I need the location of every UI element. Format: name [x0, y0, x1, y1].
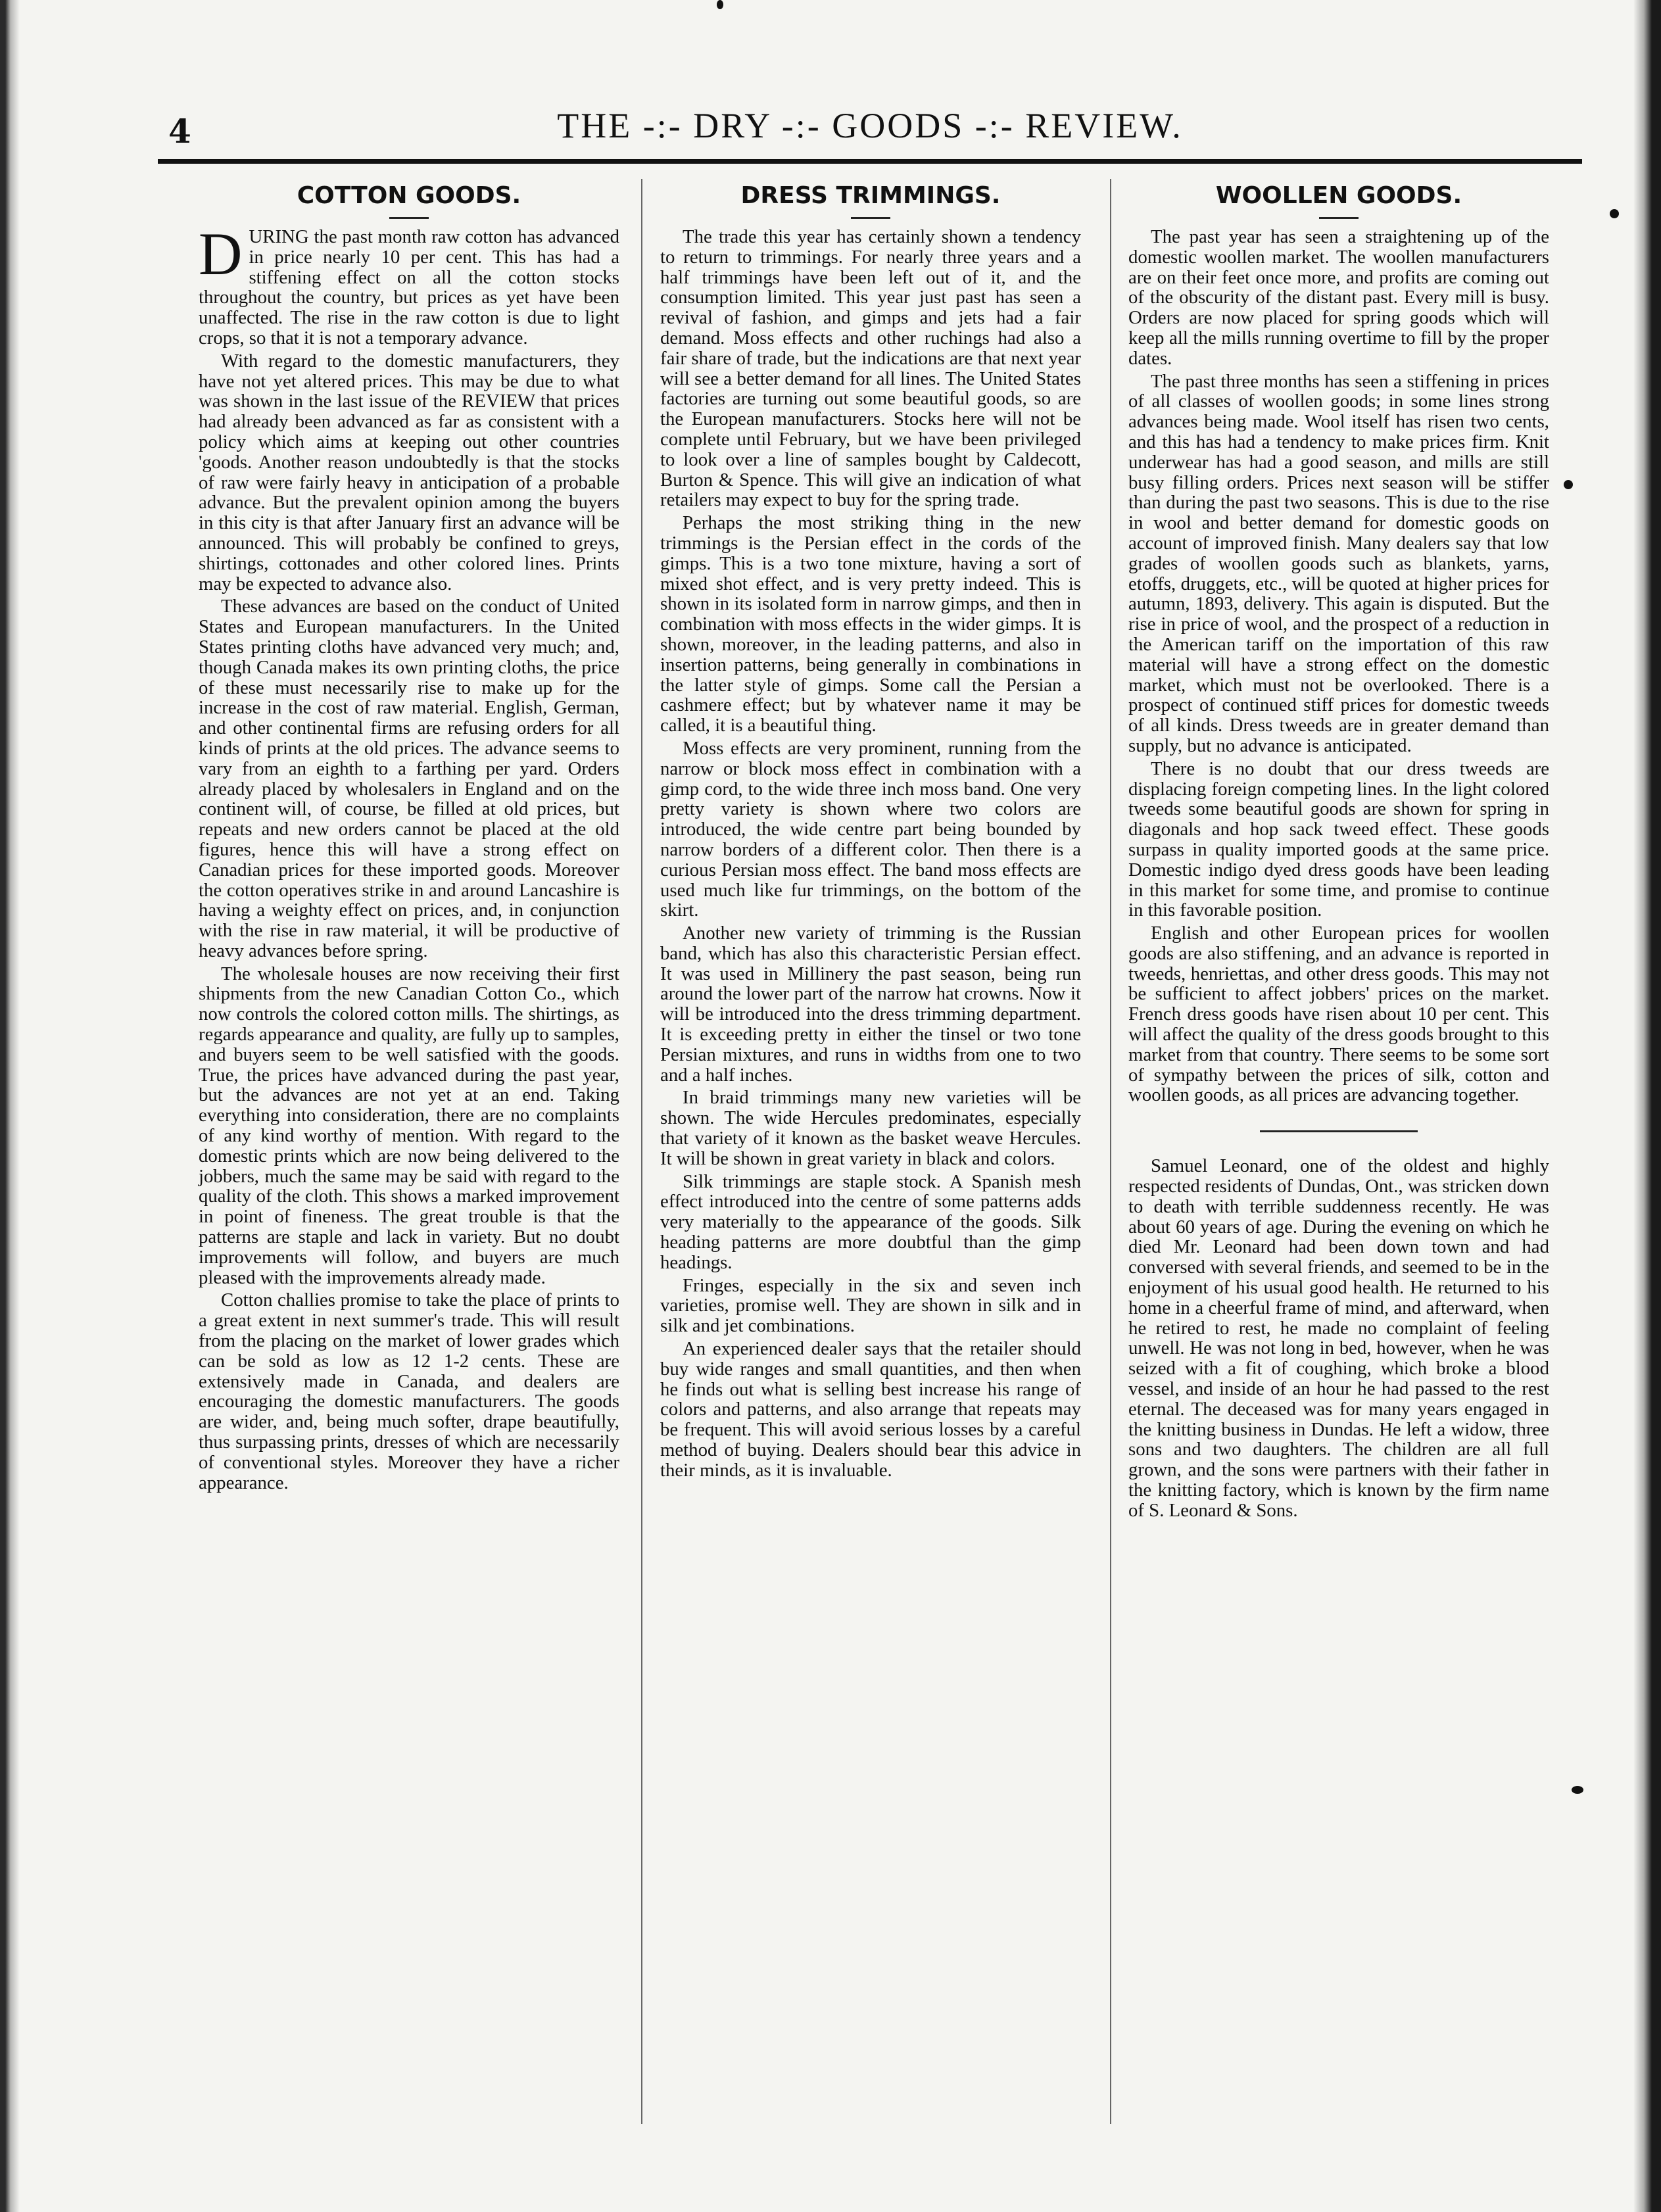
article-paragraph: The past year has seen a straightening up of the domestic woollen market. The woollen manufacturers are on their feet once more, and profits are coming out of the obscurity of the distant past. Every mill is busy. Orders are now placed for spring goods which will keep all the mills running overtime to fill by the proper dates. [1128, 226, 1549, 369]
article-woollen-goods [1128, 179, 1549, 1524]
article-heading: WOOLLEN GOODS. [1215, 182, 1462, 209]
article-paragraph: English and other European prices for woollen goods are also stiffening, and an advance is reported in tweeds, henriettas, and other dress goods. This may not be sufficient to affect jobbers' prices on the market. French dress goods have risen about 10 per cent. This will affect the quality of the dress goods brought to this market from that country. There seems to be some sort of sympathy between the prices of silk, cotton and woollen goods, as all prices are advancing together. [1128, 923, 1549, 1106]
article-paragraph: These advances are based on the conduct of United States and European manufacturers. In the United States printing cloths have advanced very much; and, though Canada makes its own printing cloths, the price of these must necessarily rise to make up for the increase in the cost of raw material. English, German, and other continental firms are refusing orders for all kinds of prints at the old prices. The advance seems to vary from an eighth to a farthing per yard. Orders already placed by wholesalers in England and on the continent will, of course, be filled at old prices, but repeats and new orders cannot be placed at the old figures, hence this will have a strong effect on Canadian prices for these imported goods. Moreover the cotton operatives strike in and around Lancashire is having a weighty effect on prices, and, in conjunction with the rise in raw material, it will be productive of heavy advances before spring. [199, 596, 619, 961]
scan-speck [1564, 480, 1573, 489]
scan-speck [717, 0, 723, 9]
column-divider [1110, 179, 1111, 2124]
article-paragraph [199, 220, 619, 349]
scan-speck [1572, 1786, 1583, 1794]
article-heading: DRESS TRIMMINGS. [740, 182, 1001, 209]
article-heading: COTTON GOODS. [297, 182, 521, 209]
heading-rule [1319, 217, 1359, 219]
article-paragraph: The past three months has seen a stiffening in prices of all classes of woollen goods; in some lines strong advances being made. Wool itself has risen two cents, and this has had a tendency to make prices firm. Knit underwear has had a good season, and mills are still busy filling orders. Prices next season will be stiffer than during the past two seasons. This is due to the rise in wool and better demand for domestic goods on account of improved finish. Many dealers say that low grades of woollen goods such as blankets, yarns, etoffs, druggets, etc., will be quoted at higher prices for autumn, 1893, delivery. This again is disputed. But the rise in price of wool, and the prospect of a reduction in the American tariff on the importation of this raw material will have a strong effect on the domestic market, which must not be overlooked. There is a prospect of continued stiff prices for domestic tweeds of all kinds. Dress tweeds are in greater demand than supply, but no advance is anticipated. [1128, 370, 1549, 756]
header-rule [158, 159, 1582, 164]
scan-left-edge [0, 0, 20, 2212]
article-paragraph: An experienced dealer says that the retailer should buy wide ranges and small quantities, and then when he finds out what is selling best increase his range of colors and patterns, and also arrange that repeats may be frequent. This will avoid serious losses by a careful method of buying. Dealers should bear this advice in their minds, as it is invaluable. [660, 1338, 1081, 1481]
article-cotton-goods [199, 179, 619, 1495]
article-paragraph: Another new variety of trimming is the Russian band, which has also this characteristic Persian effect. It was used in Millinery the past season, being run around the lower part of the narrow hat crowns. Now it will be introduced into the dress trimming department. It is exceeding pretty in either the tinsel or two tone Persian mixtures, and runs in widths from one to two and a half inches. [660, 923, 1081, 1086]
page-number: 4 [168, 112, 191, 151]
article-paragraph: There is no doubt that our dress tweeds are displacing foreign competing lines. In the light colored tweeds some beautiful goods are shown for spring in diagonals and hop sack tweed effect. These goods surpass in quality imported goods at the same price. Domestic indigo dyed dress goods have been leading in this market for some time, and promise to continue in this favorable position. [1128, 757, 1549, 921]
article-paragraph: Fringes, especially in the six and seven inch varieties, promise well. They are shown in silk and in silk and jet combinations. [660, 1274, 1081, 1337]
article-paragraph: In braid trimmings many new varieties will be shown. The wide Hercules predominates, especially that variety of it known as the basket weave Hercules. It will be shown in great variety in black and colors. [660, 1087, 1081, 1169]
article-paragraph: Cotton challies promise to take the place of prints to a great extent in next summer's trade. This will result from the placing on the market of lower grades which can be sold as low as 12 1-2 cents. These are extensively made in Canada, and dealers are encouraging the domestic manufacturers. The goods are wider, and, being much softer, drape beautifully, thus surpassing prints, dresses of which are necessarily of conventional styles. Moreover they have a richer appearance. [199, 1289, 619, 1493]
article-paragraph: The wholesale houses are now receiving their first shipments from the new Canadian Cotton Co., which now controls the colored cotton mills. The shirtings, as regards appearance and quality, are fully up to samples, and buyers seem to be well satisfied with the goods. True, the prices have advanced during the past year, but the advances are not yet at an end. Taking everything into consideration, there are no complaints of any kind worthy of mention. With regard to the domestic prints which are now being delivered to the jobbers, much the same may be said with regard to the quality of the cloth. This shows a marked improvement in point of fineness. The great trouble is that the patterns are staple and lack in variety. But no doubt improvements will follow, and buyers are much pleased with the improvements already made. [199, 963, 619, 1288]
masthead-title: THE -:- DRY -:- GOODS -:- REVIEW. [557, 106, 1183, 145]
paragraph-text: URING the past month raw cotton has advanced in price nearly 10 per cent. This has had a stiffening effect on all the cotton stocks throughout the country, but prices as yet have been unaffected. The rise in the raw cotton is due to light crops, so that it is not a temporary advance. [199, 226, 619, 349]
article-paragraph: Silk trimmings are staple stock. A Spanish mesh effect introduced into the centre of some patterns adds very materially to the appearance of the goods. Silk heading patterns are more doubtful than the gimp headings. [660, 1170, 1081, 1273]
scan-speck [1610, 209, 1619, 218]
drop-cap: D [199, 220, 243, 287]
article-dress-trimmings [660, 179, 1081, 1483]
column-divider [641, 179, 642, 2124]
heading-rule [851, 217, 890, 219]
scan-right-edge [1633, 0, 1661, 2212]
heading-rule [389, 217, 429, 219]
article-paragraph: The trade this year has certainly shown a tendency to return to trimmings. For nearly three years and a half trimmings have been left out of it, and the consumption limited. This year just past has seen a revival of fashion, and gimps and jets had a fair demand. Moss effects and other ruchings had also a fair share of trade, but the indications are that next year will see a better demand for all lines. The United States factories are turning out some beautiful goods, so are the European manufacturers. Stocks here will not be complete until February, but we have been privileged to look over a line of samples bought by Caldecott, Burton & Spence. This will give an indication of what retailers may expect to buy for the spring trade. [660, 226, 1081, 511]
page-header [158, 105, 1582, 158]
section-rule [1260, 1130, 1418, 1132]
article-paragraph: With regard to the domestic manufacturers, they have not yet altered prices. This may be due to what was shown in the last issue of the REVIEW that prices had already been advanced as far as consistent with a policy which aims at keeping out other countries 'goods. Another reason undoubtedly is that the stocks of raw were fairly heavy in anticipation of a probable advance. But the prevalent opinion among the buyers in this city is that after January first an advance will be announced. This will probably be confined to greys, shirtings, cottonades and other colored lines. Prints may be expected to advance also. [199, 350, 619, 594]
article-paragraph: Perhaps the most striking thing in the new trimmings is the Persian effect in the cords of the gimps. This is a two tone mixture, having a sort of mixed shot effect, and is very pretty indeed. This is shown in its isolated form in narrow gimps, and then in combination with moss effects in the wider gimps. It is shown, moreover, in the leading patterns, and also in insertion patterns, being generally in combinations in the latter style of gimps. Some call the Persian a cashmere effect; but by whatever name it may be called, it is a beautiful thing. [660, 512, 1081, 736]
obituary-paragraph: Samuel Leonard, one of the oldest and highly respected residents of Dundas, Ont., was stricken down to death with terrible suddenness recently. He was about 60 years of age. During the evening on which he died Mr. Leonard had been down town and had conversed with several friends, and seemed to be in the enjoyment of his usual good health. He returned to his home in a cheerful frame of mind, and afterward, when he retired to rest, he made no complaint of feeling unwell. He was not long in bed, however, when he was seized with a fit of coughing, which broke a blood vessel, and inside of an hour he had passed to the rest eternal. The deceased was for many years engaged in the knitting business in Dundas. He left a widow, three sons and two daughters. The children are all full grown, and the sons were partners with their father in the knitting factory, which is known by the firm name of S. Leonard & Sons. [1128, 1155, 1549, 1521]
article-paragraph: Moss effects are very prominent, running from the narrow or block moss effect in combination with a gimp cord, to the wide three inch moss band. One very pretty variety is shown where two colors are introduced, the wide centre part being bounded by narrow borders of a different color. Then there is a curious Persian moss effect. The band moss effects are used much like fur trimmings, on the bottom of the skirt. [660, 737, 1081, 921]
